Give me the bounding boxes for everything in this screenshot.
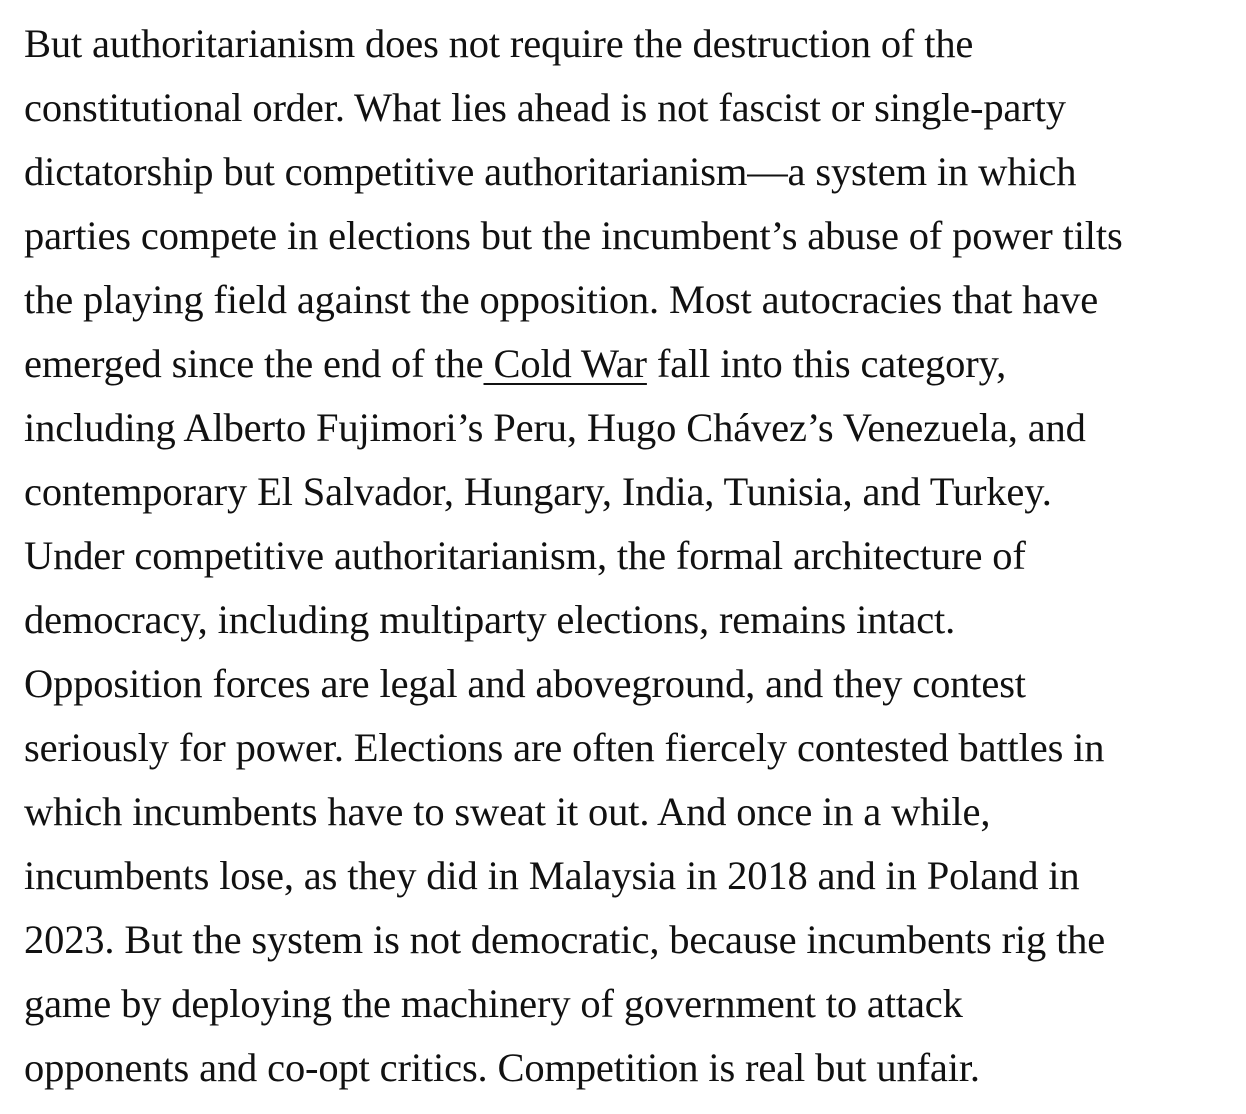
paragraph-line: But authoritarianism does not require the destruction of the: [24, 21, 974, 66]
paragraph-line: incumbents lose, as they did in Malaysia in 2018 and in Poland in: [24, 853, 1080, 898]
paragraph-line: 2023. But the system is not democratic, because incumbents rig the: [24, 917, 1106, 962]
paragraph-line: contemporary El Salvador, Hungary, India, Tunisia, and Turkey.: [24, 469, 1052, 514]
paragraph-line: opponents and co-opt critics. Competition is real but unfair.: [24, 1045, 980, 1090]
paragraph-line: dictatorship but competitive authoritarianism—a system in which: [24, 149, 1077, 194]
paragraph-line: seriously for power. Elections are often fiercely contested battles in: [24, 725, 1105, 770]
cold-war-link[interactable]: Cold War: [483, 341, 647, 386]
paragraph-line: Opposition forces are legal and aboveground, and they contest: [24, 661, 1026, 706]
paragraph-line: democracy, including multiparty elections, remains intact.: [24, 597, 956, 642]
text-after-link: fall into this category,: [646, 341, 1007, 386]
paragraph-line-with-link: [24, 332, 1238, 396]
paragraph-line: Under competitive authoritarianism, the formal architecture of: [24, 533, 1026, 578]
paragraph-line: which incumbents have to sweat it out. And once in a while,: [24, 789, 991, 834]
text-before-link: emerged since the end of the: [24, 341, 484, 386]
paragraph-line: game by deploying the machinery of government to attack: [24, 981, 963, 1026]
paragraph-line: including Alberto Fujimori’s Peru, Hugo Chávez’s Venezuela, and: [24, 405, 1086, 450]
paragraph-line: the playing field against the opposition. Most autocracies that have: [24, 277, 1099, 322]
paragraph-line: constitutional order. What lies ahead is not fascist or single-party: [24, 85, 1066, 130]
article-paragraph: [24, 12, 1238, 1100]
paragraph-line: parties compete in elections but the incumbent’s abuse of power tilts: [24, 213, 1123, 258]
